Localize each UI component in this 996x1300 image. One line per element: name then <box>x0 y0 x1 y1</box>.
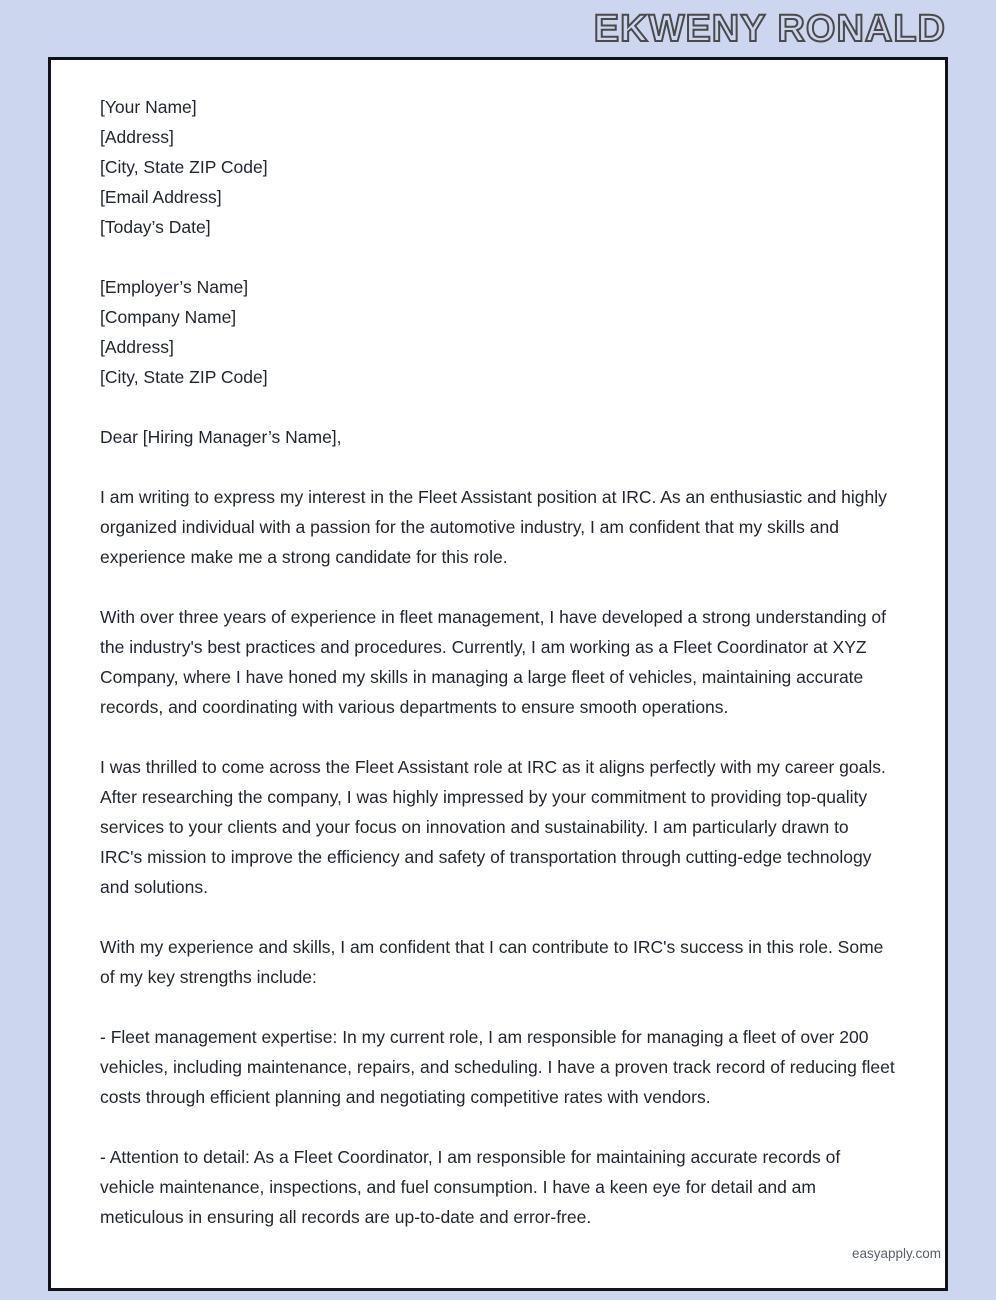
brand-name-heading: EKWENY RONALD <box>593 8 946 50</box>
paragraph-strengths-intro: With my experience and skills, I am confident that I can contribute to IRC's success in this role. Some of my key strengths include: <box>100 937 884 987</box>
recipient-city-line: [City, State ZIP Code] <box>100 367 268 387</box>
letter-body <box>100 92 895 1232</box>
letter-page <box>48 57 948 1291</box>
recipient-address-block <box>100 272 895 392</box>
sender-name-line: [Your Name] <box>100 97 197 117</box>
sender-city-line: [City, State ZIP Code] <box>100 157 268 177</box>
recipient-address-line: [Address] <box>100 337 174 357</box>
paragraph-strength-attention-to-detail: - Attention to detail: As a Fleet Coordinator, I am responsible for maintaining accurate records of vehicle maintenance, inspections, and fuel consumption. I have a keen eye for detail and am meticulous in ensuring all records are up-to-date and error-free. <box>100 1147 841 1227</box>
salutation: Dear [Hiring Manager’s Name], <box>100 427 342 447</box>
sender-address-line: [Address] <box>100 127 174 147</box>
paragraph-motivation: I was thrilled to come across the Fleet Assistant role at IRC as it aligns perfectly with my career goals. After researching the company, I was highly impressed by your commitment to providing top-quality services to your clients and your focus on innovation and sustainability. I am particularly drawn to IRC's mission to improve the efficiency and safety of transportation through cutting-edge technology and solutions. <box>100 757 886 897</box>
paragraph-intro: I am writing to express my interest in the Fleet Assistant position at IRC. As an enthusiastic and highly organized individual with a passion for the automotive industry, I am confident that my skills and experience make me a strong candidate for this role. <box>100 487 887 567</box>
recipient-name-line: [Employer’s Name] <box>100 277 249 297</box>
recipient-company-line: [Company Name] <box>100 307 237 327</box>
paragraph-strength-fleet-management: - Fleet management expertise: In my current role, I am responsible for managing a fleet of over 200 vehicles, including maintenance, repairs, and scheduling. I have a proven track record of reducing fleet costs through efficient planning and negotiating competitive rates with vendors. <box>100 1027 895 1107</box>
sender-email-line: [Email Address] <box>100 187 222 207</box>
sender-date-line: [Today’s Date] <box>100 217 211 237</box>
easyapply-watermark: easyapply.com <box>852 1246 942 1261</box>
paragraph-experience: With over three years of experience in fleet management, I have developed a strong understanding of the industry's best practices and procedures. Currently, I am working as a Fleet Coordinator at XYZ Company, where I have honed my skills in managing a large fleet of vehicles, maintaining accurate records, and coordinating with various departments to ensure smooth operations. <box>100 607 887 717</box>
sender-address-block <box>100 92 895 242</box>
